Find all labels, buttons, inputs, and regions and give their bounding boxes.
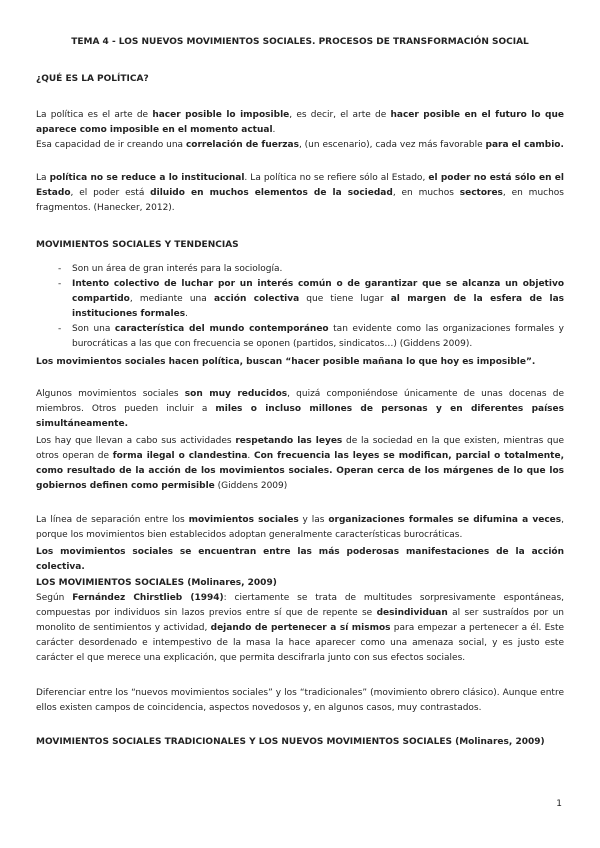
paragraph-correlacion-fuerzas: Esa capacidad de ir creando una correlación de fuerzas, (un escenario), cada vez más favorable para el cambio. — [36, 140, 564, 150]
section-heading-politica: ¿QUÉ ES LA POLÍTICA? — [36, 74, 149, 84]
paragraph-hacen-politica: Los movimientos sociales hacen política, buscan “hacer posible mañana lo que hoy es imposible”. — [36, 357, 536, 367]
paragraph-chirstlieb: Según Fernández Chirstlieb (1994): ciertamente se trata de multitudes sorpresivamente espontáneas, compuestas por individuos sin lazos previos entre sí que de repente se desindividuan al ser sustraídos por un monolito de sentimientos y actividad, dejando de pertenecer a sí mismos para empezar a pertenecer a él. Este carácter desordenado e intempestivo de la masa la hace aparecer como una amenaza social, y es justo este carácter el que merece una explicación, que permita descifrarla junto con sus efectos sociales. — [36, 593, 565, 663]
list-item: - Intento colectivo de luchar por un interés común o de garantizar que se alcanza un objetivo compartido, mediante una acción colectiva que tiene lugar al margen de la esfera de las instituciones formales. — [58, 279, 565, 319]
paragraph-politica-definicion: La política es el arte de hacer posible lo imposible, es decir, el arte de hacer posible en el futuro lo que aparece como imposible en el momento actual. — [36, 110, 565, 135]
page-number: 1 — [556, 799, 562, 809]
dash-bullet: - — [58, 264, 62, 274]
section-heading-tradicionales: MOVIMIENTOS SOCIALES TRADICIONALES Y LOS NUEVOS MOVIMIENTOS SOCIALES (Molinares, 2009) — [36, 737, 545, 747]
dash-bullet: - — [58, 279, 62, 289]
paragraph-organizaciones-formales: La línea de separación entre los movimientos sociales y las organizaciones formales se difumina a veces, porque los movimientos bien establecidos adoptan generalmente características burocráticas. — [36, 515, 564, 540]
paragraph-accion-colectiva: Los movimientos sociales se encuentran entre las más poderosas manifestaciones de la acción colectiva. — [36, 547, 564, 572]
document-title: TEMA 4 - LOS NUEVOS MOVIMIENTOS SOCIALES. PROCESOS DE TRANSFORMACIÓN SOCIAL — [71, 37, 529, 47]
section-heading-molinares: LOS MOVIMIENTOS SOCIALES (Molinares, 2009) — [36, 578, 277, 588]
list-item: - Son un área de gran interés para la sociología. — [36, 262, 564, 277]
paragraph-diferenciar: Diferenciar entre los “nuevos movimientos sociales” y los “tradicionales” (movimiento obrero clásico). Aunque entre ellos existen campos de coincidencia, aspectos novedosos y, en algunos casos, muy contrastados. — [36, 688, 564, 713]
section-heading-movimientos-tendencias: MOVIMIENTOS SOCIALES Y TENDENCIAS — [36, 240, 239, 250]
dash-bullet: - — [58, 324, 62, 334]
list-item: - Son una característica del mundo contemporáneo tan evidente como las organizaciones formales y burocráticas a las que con frecuencia se oponen (partidos, sindicatos…) (Giddens 2009). — [58, 324, 565, 349]
paragraph-leyes: Los hay que llevan a cabo sus actividades respetando las leyes de la sociedad en la que existen, mientras que otros operan de forma ilegal o clandestina. Con frecuencia las leyes se modifican, parcial o totalmente, como resultado de la acción de los movimientos sociales. Operan cerca de los márgenes de lo que los gobiernos definen como permisible (Giddens 2009) — [36, 436, 564, 491]
paragraph-politica-institucional: La política no se reduce a lo institucional. La política no se refiere sólo al Estado, el poder no está sólo en el Estado, el poder está diluido en muchos elementos de la sociedad, en muchos sectores, en muchos fragmentos. (Hanecker, 2012). — [36, 173, 564, 213]
bullet-list-movimientos — [36, 262, 564, 352]
paragraph-tamano-movimientos: Algunos movimientos sociales son muy reducidos, quizá componiéndose únicamente de unas docenas de miembros. Otros pueden incluir a miles o incluso millones de personas y en diferentes países simultáneamente. — [36, 389, 564, 429]
